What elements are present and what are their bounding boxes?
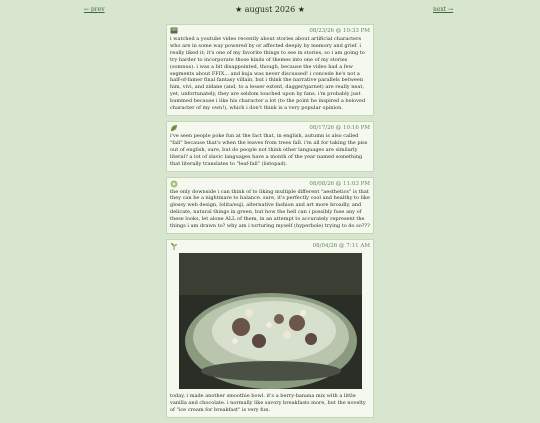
sprout-icon (170, 242, 178, 250)
post-date: 08/04/26 @ 7:11 AM (312, 242, 370, 249)
post-text: i watched a youtube video recently about stories about artificial characters who are in some way powered by or affected deeply by memory and grief. i really liked it; it's one of my favorite things to see in stories, so i am going to try harder to incorporate those kinds of themes into one of my stories (somnus). i was a bit disappointed, though, because the video had a few segments about FFIX... and kuja was never discussed! i concede he's not a half-of-famer final fantasy villain, but i think the narrative parallels between him, vivi, and zidane (and, to a lesser extent, dagger/garnet) are really neat, yet, unfortunately, they are seldom touched upon by fans. i'm probably just bummed because i like his character a lot (to the point he inspired a beloved character of my own!), which i don't think is a very popular opinion. (170, 36, 366, 112)
post-header (170, 27, 370, 36)
post-feed (166, 24, 374, 423)
post-text: today, i made another smoothie bowl. it's a berry-banana mix with a little vanilla and chocolate. i normally like savory breakfasts more, but the novelty of "ice cream for breakfast" is very fun. (170, 392, 366, 413)
post-date: 08/08/26 @ 11:03 PM (309, 180, 370, 187)
top-navigation (0, 0, 540, 20)
next-month-link[interactable]: next → (433, 6, 454, 13)
post-entry (166, 177, 374, 234)
flower-icon (170, 180, 178, 188)
post-entry (166, 121, 374, 172)
post-entry (166, 24, 374, 116)
post-header (170, 180, 370, 189)
smoothie-bowl-photo (179, 253, 362, 389)
post-text: the only downside i can think of to liking multiple different "aesthetics" is that they can be a nightmare to balance. sure, it's perfectly cool and healthy to like glossy web design, lolita/euji, alternative fashion and art more broadly, and delicate, natural things in green, but how the hell can i possibly fuse any of these looks, let alone ALL of them, in an attempt to accurately represent the things i am drawn to? why am i torturing myself (hyperbole) trying to do so??? (170, 188, 370, 230)
prev-month-link[interactable]: ← prev (84, 6, 105, 13)
leaf-icon (170, 124, 178, 132)
post-date: 08/23/26 @ 10:33 PM (309, 28, 370, 34)
month-title: ★ august 2026 ★ (235, 5, 305, 14)
post-header (170, 242, 370, 251)
post-text: i've seen people poke fun at the fact that, in english, autumn is also called "fall" because that's when the leaves from trees fall. i'm all for taking the piss out of english, sure, but do people not think other languages are similarly literal? a lot of slavic languages have a month of the year named something that literally translates to "leaf-fall" (listopad). (170, 132, 368, 167)
post-date: 08/17/26 @ 10:16 PM (309, 124, 370, 131)
cassette-icon (170, 27, 178, 35)
post-entry (166, 239, 374, 418)
post-header (170, 124, 370, 133)
